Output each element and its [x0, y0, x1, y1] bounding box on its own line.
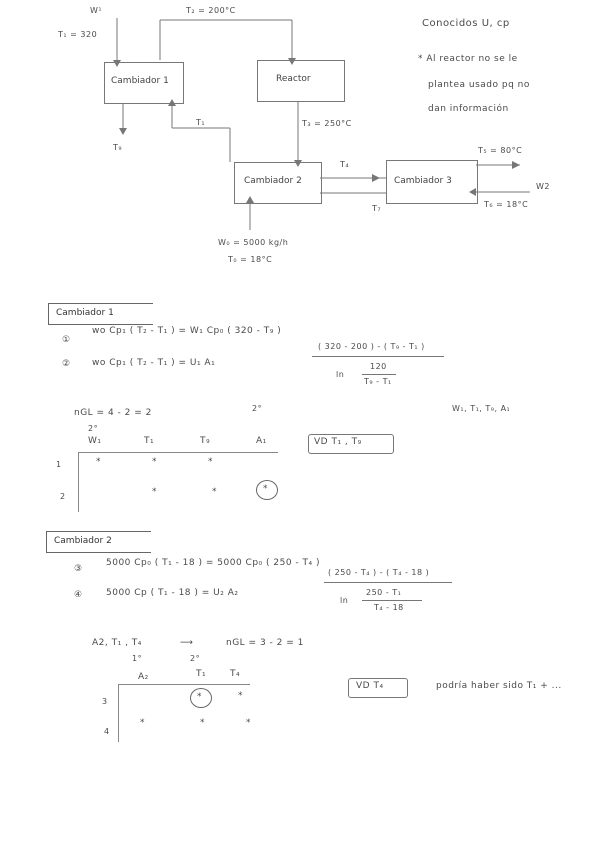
section1-order: 2° — [88, 424, 99, 433]
equation-2-fraction-bar — [312, 356, 444, 357]
s1-vd: VD T₁ , T₉ — [314, 437, 362, 447]
eq2-number: ② — [62, 359, 71, 369]
equation-4-fraction-bar — [324, 582, 452, 583]
s1-table-left-line — [78, 452, 79, 512]
t6-label: T₆ = 18°C — [484, 200, 529, 209]
w0-label: W₀ = 5000 kg/h — [218, 238, 289, 247]
t-in-label: T₁ = 320 — [58, 30, 98, 39]
equation-2-ln: ln — [336, 370, 345, 379]
equation-4-numerator: ( 250 - T₄ ) - ( T₄ - 18 ) — [328, 568, 430, 577]
section1-title: Cambiador 1 — [56, 308, 114, 318]
s2-row-4: 4 — [104, 727, 110, 736]
s2-mark: * — [238, 691, 243, 701]
equation-2-left: wo Cp₁ ( T₂ - T₁ ) = U₁ A₁ — [92, 358, 216, 368]
s1-mark: * — [152, 487, 157, 497]
eq1-number: ① — [62, 335, 71, 345]
exchanger-2-label: Cambiador 2 — [244, 176, 302, 186]
s1-col-w1: W₁ — [88, 436, 102, 446]
s1-row-2: 2 — [60, 492, 66, 501]
equation-1: wo Cp₁ ( T₂ - T₁ ) = W₁ Cp₀ ( 320 - T₉ ) — [92, 326, 282, 336]
w1-label: W¹ — [90, 6, 103, 15]
section2-order-1: 1° — [132, 654, 143, 663]
s1-mark: * — [96, 457, 101, 467]
s1-col-a1: A₁ — [256, 436, 267, 446]
t2-label: T₂ = 200°C — [186, 6, 236, 15]
reactor-note-line2: plantea usado pq no — [428, 80, 530, 90]
equation-2-inner-bottom: T₉ - T₁ — [364, 377, 392, 386]
s1-mark: * — [263, 484, 268, 494]
reactor-note-line1: * Al reactor no se le — [418, 54, 518, 64]
t0-label: T₀ = 18°C — [228, 255, 273, 264]
eq4-number: ④ — [74, 590, 83, 600]
s2-mark: * — [246, 718, 251, 728]
s1-col-t1: T₁ — [144, 436, 155, 446]
equation-2-numerator: ( 320 - 200 ) - ( T₉ - T₁ ) — [318, 342, 425, 351]
reactor-label: Reactor — [276, 74, 311, 84]
s2-table-header-line — [118, 684, 250, 685]
section2-order-2: 2° — [190, 654, 201, 663]
s1-mark: * — [152, 457, 157, 467]
equation-2-inner-top: 120 — [370, 362, 387, 371]
equation-2-inner-bar — [362, 374, 396, 375]
section1-ngl-note: 2° — [252, 404, 263, 413]
s2-mark: * — [197, 692, 202, 702]
section2-title: Cambiador 2 — [54, 536, 112, 546]
s2-col-t1: T₁ — [196, 669, 207, 679]
equation-4-inner-bar — [362, 600, 422, 601]
s2-mark: * — [200, 718, 205, 728]
known-values-note: Conocidos U, cp — [422, 18, 510, 29]
s1-mark: * — [208, 457, 213, 467]
t5-label: T₅ = 80°C — [478, 146, 523, 155]
eq3-number: ③ — [74, 564, 83, 574]
equation-3: 5000 Cp₀ ( T₁ - 18 ) = 5000 Cp₀ ( 250 - T₄ ) — [106, 558, 320, 568]
s1-col-t9: T₉ — [200, 436, 211, 446]
t9-label: T₉ — [113, 143, 123, 152]
t4-label: T₄ — [340, 160, 350, 169]
s1-row-1: 1 — [56, 460, 62, 469]
s2-col-t4: T₄ — [230, 669, 241, 679]
s1-mark: * — [212, 487, 217, 497]
section1-unknowns: W₁, T₁, T₉, A₁ — [452, 404, 511, 413]
exchanger-1-label: Cambiador 1 — [111, 76, 169, 86]
t7-label: T₇ — [372, 204, 382, 213]
section2-vars: A2, T₁ , T₄ — [92, 638, 142, 648]
equation-4-left: 5000 Cp ( T₁ - 18 ) = U₂ A₂ — [106, 588, 239, 598]
s2-mark: * — [140, 718, 145, 728]
section1-ngl: nGL = 4 - 2 = 2 — [74, 408, 152, 418]
s2-col-a2: A₂ — [138, 672, 149, 682]
equation-4-inner-bottom: T₄ - 18 — [374, 603, 404, 612]
section2-ngl: nGL = 3 - 2 = 1 — [226, 638, 304, 648]
equation-4-ln: ln — [340, 596, 349, 605]
s2-comment: podría haber sido T₁ + ... — [436, 681, 562, 691]
equation-4-inner-top: 250 - T₁ — [366, 588, 402, 597]
t3-label: T₃ = 250°C — [302, 119, 352, 128]
t1-label: T₁ — [196, 118, 206, 127]
s2-row-3: 3 — [102, 697, 108, 706]
exchanger-3-label: Cambiador 3 — [394, 176, 452, 186]
w2-label: W2 — [536, 182, 550, 191]
s1-table-header-line — [78, 452, 278, 453]
s2-vd: VD T₄ — [356, 681, 384, 691]
s2-table-left-line — [118, 684, 119, 742]
reactor-note-line3: dan información — [428, 104, 509, 114]
section2-arrow: ⟶ — [180, 638, 194, 648]
